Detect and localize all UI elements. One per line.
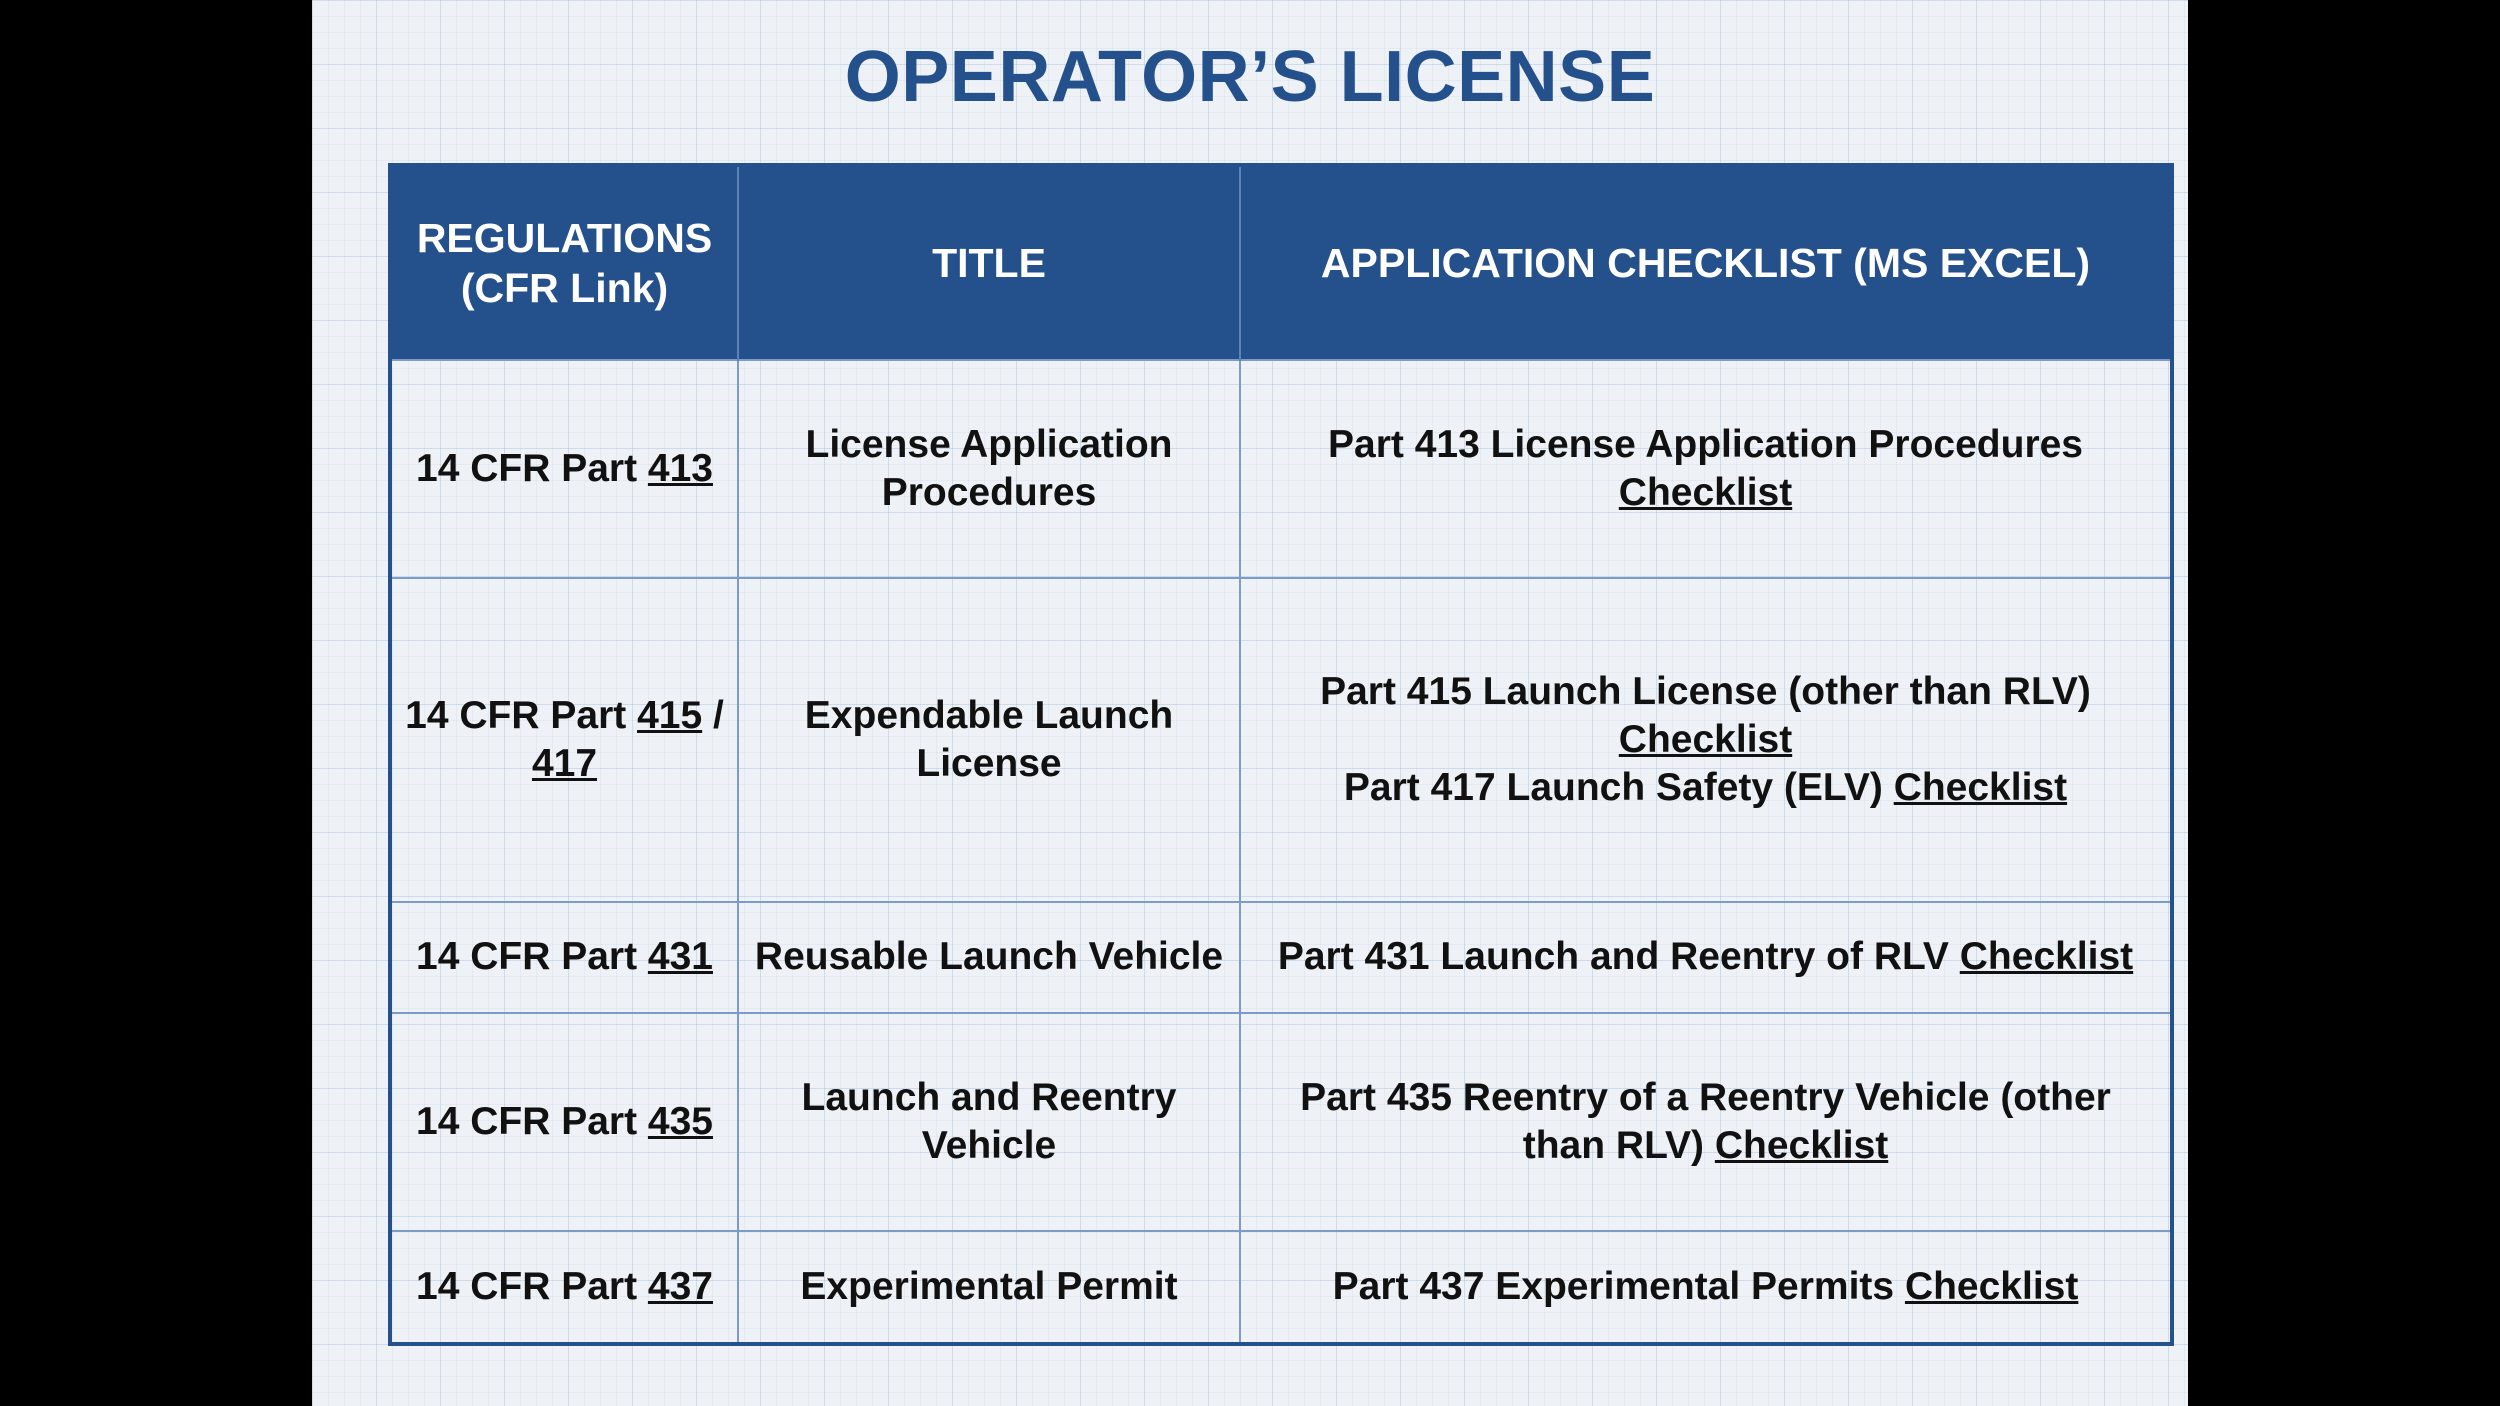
title-cell: Reusable Launch Vehicle (738, 902, 1240, 1013)
cfr-link-415[interactable]: 415 (637, 693, 703, 737)
checklist-link-431[interactable]: Checklist (1959, 935, 2134, 979)
checklist-cell (1240, 1013, 2172, 1231)
regulation-cell (390, 1231, 738, 1344)
checklist-cell (1240, 902, 2172, 1013)
table-header-row (390, 165, 2172, 360)
title-text: Expendable Launch License (804, 693, 1174, 785)
header-title: TITLE (738, 165, 1240, 360)
checklist-link-437[interactable]: Checklist (1904, 1264, 2079, 1308)
table-row (390, 360, 2172, 578)
regulation-text: 14 CFR Part (416, 935, 648, 979)
table-row (390, 1231, 2172, 1344)
checklist-cell (1240, 360, 2172, 578)
table-row (390, 578, 2172, 902)
checklist-link-417[interactable]: Checklist (1893, 765, 2068, 809)
regulation-text: 14 CFR Part (405, 693, 638, 737)
checklist-text-2: Part 417 Launch Safety (ELV) (1343, 765, 1894, 809)
checklist-text: Part 437 Experimental Permits (1332, 1264, 1905, 1308)
checklist-link-413[interactable]: Checklist (1618, 470, 1793, 514)
title-cell: Experimental Permit (738, 1231, 1240, 1344)
regulation-cell (390, 578, 738, 902)
page-title: OPERATOR’S LICENSE (844, 37, 1656, 117)
checklist-text: Part 431 Launch and Reentry of RLV (1277, 935, 1960, 979)
table-row (390, 902, 2172, 1013)
title-cell: Launch and Reentry Vehicle (738, 1013, 1240, 1231)
cfr-link-431[interactable]: 431 (647, 935, 713, 979)
title-cell: License Application Procedures (738, 360, 1240, 578)
checklist-text: Part 413 License Application Procedures (1328, 422, 2083, 466)
regulation-cell (390, 360, 738, 578)
checklist-text: Part 435 Reentry of a Reentry Vehicle (other than RLV) (1300, 1075, 2111, 1167)
checklist-cell (1240, 578, 2172, 902)
checklist-link-415[interactable]: Checklist (1618, 717, 1793, 761)
regulation-cell (390, 1013, 738, 1231)
header-regulations-line2: (CFR Link) (460, 265, 669, 311)
regulation-cell (390, 902, 738, 1013)
cfr-link-437[interactable]: 437 (647, 1264, 713, 1308)
checklist-cell (1240, 1231, 2172, 1344)
cfr-link-435[interactable]: 435 (647, 1099, 713, 1143)
checklist-text: Part 415 Launch License (other than RLV) (1320, 669, 2091, 713)
license-table (388, 163, 2174, 1346)
regulation-separator: / (702, 693, 724, 737)
table-row (390, 1013, 2172, 1231)
header-checklist: APPLICATION CHECKLIST (MS EXCEL) (1240, 165, 2172, 360)
regulation-text: 14 CFR Part (416, 446, 648, 490)
slide (312, 0, 2188, 1406)
cfr-link-413[interactable]: 413 (647, 446, 713, 490)
regulation-text: 14 CFR Part (416, 1099, 648, 1143)
title-cell (738, 578, 1240, 902)
cfr-link-417[interactable]: 417 (531, 741, 598, 785)
checklist-link-435[interactable]: Checklist (1714, 1123, 1889, 1167)
header-regulations-line1: REGULATIONS (416, 215, 713, 261)
regulation-text: 14 CFR Part (416, 1264, 648, 1308)
header-regulations (390, 165, 738, 360)
